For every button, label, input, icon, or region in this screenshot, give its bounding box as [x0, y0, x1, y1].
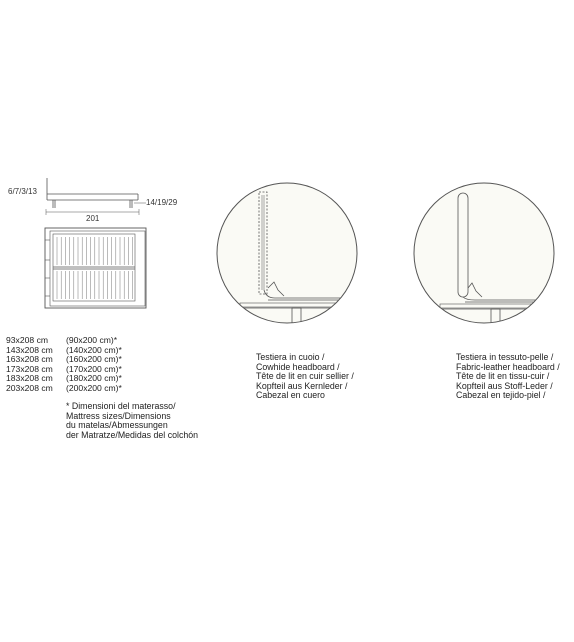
- mattress-size: (90x200 cm)*: [66, 335, 118, 345]
- mattress-size: (140x200 cm)*: [66, 344, 122, 355]
- caption-line: Kopfteil aus Kernleder /: [256, 380, 348, 391]
- footnote-line: * Dimensioni del materasso/: [66, 401, 176, 411]
- mattress-size: (180x200 cm)*: [66, 373, 122, 384]
- caption-line: Cabezal en cuero: [256, 390, 325, 401]
- width-label: 201: [86, 214, 100, 223]
- outer-size: 203x208 cm: [6, 382, 53, 393]
- outer-size: 173x208 cm: [6, 363, 53, 374]
- caption-line: Cowhide headboard /: [256, 361, 340, 372]
- footnote-line: Mattress sizes/Dimensions: [66, 410, 171, 421]
- outer-size: 143x208 cm: [6, 344, 53, 355]
- dimension-row: [6, 384, 122, 394]
- leg-height-label: 14/19/29: [146, 198, 178, 207]
- caption-line: Fabric-leather headboard /: [456, 361, 560, 372]
- caption-cowhide: [256, 353, 354, 401]
- outer-size: 163x208 cm: [6, 354, 53, 365]
- caption-line: Testiera in tessuto-pelle /: [456, 352, 554, 362]
- caption-line: Kopfteil aus Stoff-Leder /: [456, 380, 553, 391]
- mattress-size: (170x200 cm)*: [66, 363, 122, 374]
- caption-line: Tête de lit en tissu-cuir /: [456, 371, 550, 382]
- caption-line: Tête de lit en cuir sellier /: [256, 371, 354, 382]
- outer-size: 93x208 cm: [6, 335, 49, 345]
- dimensions-list: [6, 336, 122, 394]
- footnote-line: du matelas/Abmessungen: [66, 420, 168, 431]
- outer-size: 183x208 cm: [6, 373, 53, 384]
- side-height-label: 6/7/3/13: [8, 187, 37, 196]
- caption-line: Testiera in cuoio /: [256, 352, 325, 362]
- caption-line: Cabezal en tejido-piel /: [456, 390, 546, 401]
- footnote-line: der Matratze/Medidas del colchón: [66, 429, 199, 440]
- caption-fabric-leather: [456, 353, 560, 401]
- mattress-size: (160x200 cm)*: [66, 354, 122, 365]
- mattress-footnote: [66, 402, 198, 440]
- mattress-size: (200x200 cm)*: [66, 382, 122, 393]
